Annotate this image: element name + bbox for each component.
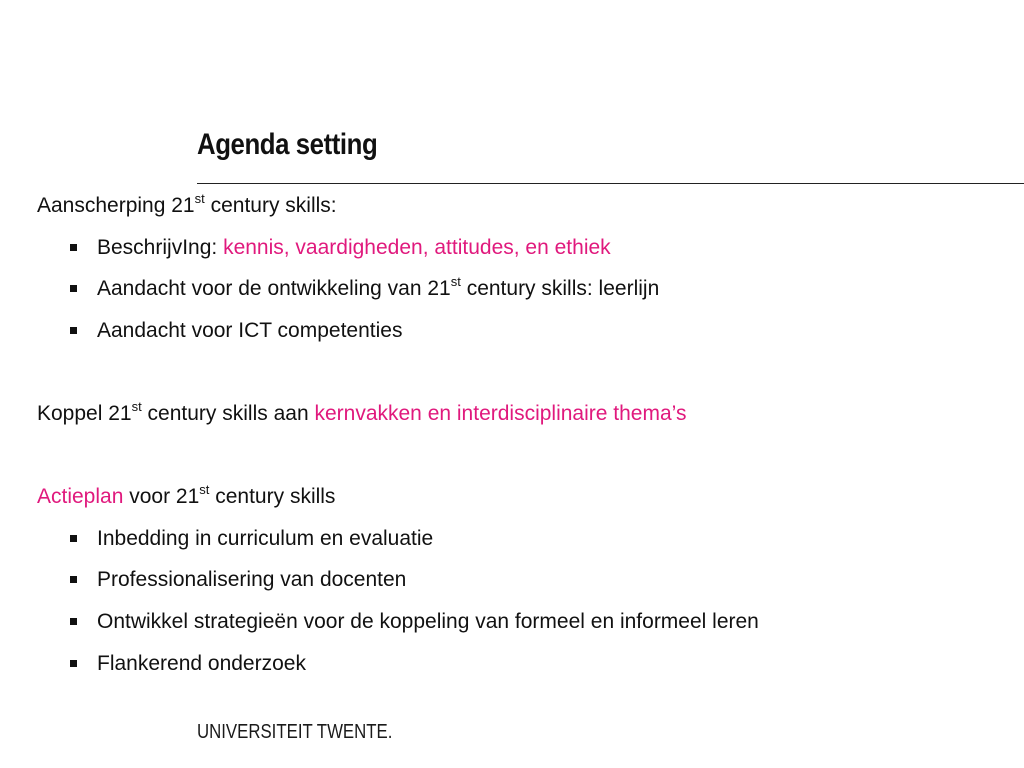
slide-title: Agenda setting — [197, 128, 378, 161]
list-item-text: Flankerend onderzoek — [97, 652, 306, 675]
highlighted-text: kernvakken en interdisciplinaire thema’s — [314, 402, 687, 425]
superscript: st — [450, 274, 461, 289]
highlighted-text: Actieplan — [37, 485, 124, 508]
heading-text: century skills — [209, 485, 336, 508]
highlighted-text: kennis, vaardigheden, attitudes, en ethiek — [223, 236, 611, 259]
section-heading-skills — [37, 193, 337, 219]
title-divider — [197, 183, 1024, 184]
section-heading-actieplan — [37, 484, 335, 510]
list-item — [97, 651, 306, 677]
list-item-text: Inbedding in curriculum en evaluatie — [97, 527, 434, 550]
section-heading-koppel — [37, 401, 686, 427]
superscript: st — [131, 399, 142, 414]
list-item — [97, 235, 611, 261]
university-logo: UNIVERSITEIT TWENTE. — [197, 721, 393, 743]
list-item-text: Ontwikkel strategieën voor de koppeling van formeel en informeel leren — [97, 610, 759, 633]
heading-text: Koppel 21 — [37, 402, 132, 425]
square-bullet-icon — [70, 327, 77, 334]
heading-text: century skills aan — [141, 402, 315, 425]
heading-text: Aanscherping 21 — [37, 194, 195, 217]
square-bullet-icon — [70, 244, 77, 251]
list-item — [97, 318, 402, 344]
heading-text: voor 21 — [123, 485, 200, 508]
superscript: st — [194, 191, 205, 206]
list-item — [97, 609, 759, 635]
list-item — [97, 567, 406, 593]
list-item — [97, 276, 659, 302]
square-bullet-icon — [70, 535, 77, 542]
superscript: st — [199, 482, 210, 497]
list-item-text: Professionalisering van docenten — [97, 568, 407, 591]
square-bullet-icon — [70, 660, 77, 667]
list-item — [97, 526, 433, 552]
list-item-text: century skills: leerlijn — [460, 277, 660, 300]
square-bullet-icon — [70, 618, 77, 625]
heading-text: century skills: — [204, 194, 337, 217]
square-bullet-icon — [70, 285, 77, 292]
list-item-text: Aandacht voor de ontwikkeling van 21 — [97, 277, 451, 300]
list-item-text: Aandacht voor ICT competenties — [97, 319, 403, 342]
square-bullet-icon — [70, 576, 77, 583]
list-item-text: BeschrijvIng: — [97, 236, 224, 259]
